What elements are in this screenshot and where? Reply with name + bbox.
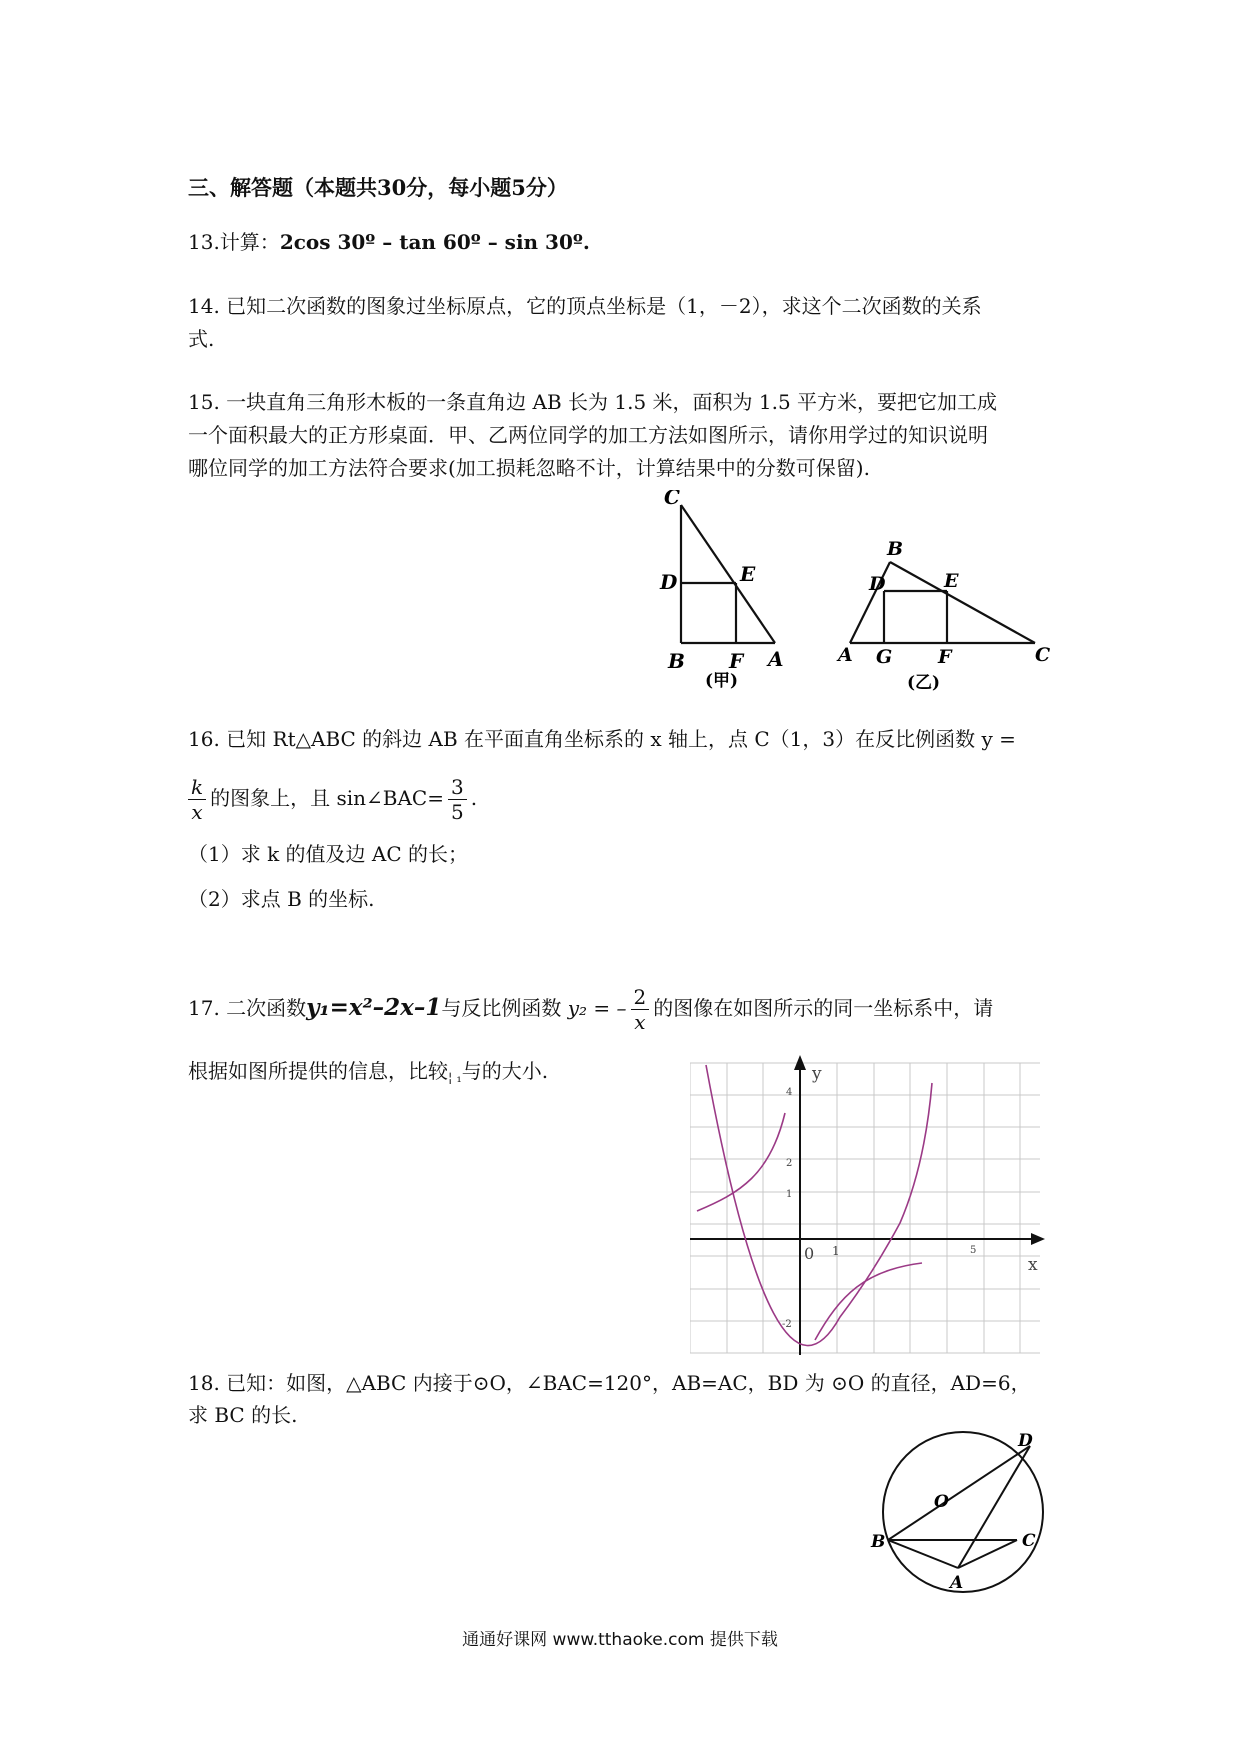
graph-y-label: y [812,1064,822,1084]
jia-label-f: F [729,649,744,673]
jia-label-c: C [664,490,680,509]
q13-prefix: 13.计算： [188,230,280,254]
q16-line-2-text: 的图象上，且 sin∠BAC= [210,786,444,810]
graph-tick-y-2: 2 [786,1158,793,1169]
hyperbola-y2-left-branch [697,1113,785,1211]
q18-label-b: B [871,1532,886,1552]
question-17-line-1 [188,980,993,1036]
fraction-k-over-x [188,775,206,824]
hyperbola-y2-right-branch [815,1263,922,1340]
jia-label-b: B [668,649,685,673]
fraction-2-over-x [631,985,650,1034]
yi-label-c: C [1035,644,1051,666]
x-axis-arrow [1031,1233,1045,1245]
question-16-line-2 [188,770,477,826]
jia-caption: (甲) [705,671,739,690]
graph-tick-y-4: 4 [786,1087,793,1098]
question-16-part-1: （1）求 k 的值及边 AC 的长； [188,842,469,866]
circle-o [883,1432,1043,1592]
question-14-line-2: 式. [188,327,215,351]
fraction-numerator: 3 [448,775,467,800]
question-15-line-1: 15. 一块直角三角形木板的一条直角边 AB 长为 1.5 米，面积为 1.5 平方米，要把它加工成 [188,390,998,414]
q18-circle-figure [870,1430,1050,1600]
fraction-denominator: 5 [450,800,464,824]
q16-line-2-end: . [470,786,478,810]
question-15-line-3: 哪位同学的加工方法符合要求(加工损耗忽略不计，计算结果中的分数可保留). [188,456,870,480]
q18-label-c: C [1022,1531,1036,1551]
yi-label-d: D [869,573,886,595]
fraction-denominator: x [634,1010,646,1034]
graph-x-label: x [1028,1255,1038,1275]
yi-label-g: G [876,646,893,668]
fraction-numerator: 2 [631,985,650,1010]
fraction-denominator: x [191,800,203,824]
question-15-line-2: 一个面积最大的正方形桌面．甲、乙两位同学的加工方法如图所示，请你用学过的知识说明 [188,423,988,447]
section-heading: 三、解答题（本题共30分，每小题5分） [188,175,568,200]
q17-suffix: 的图像在如图所示的同一坐标系中，请 [653,996,994,1020]
jia-label-a: A [768,647,784,671]
graph-tick-x-5: 5 [970,1245,977,1256]
q17-function-graph [690,1055,1050,1365]
question-16-line-1: 16. 已知 Rt△ABC 的斜边 AB 在平面直角坐标系的 x 轴上，点 C（1，3）在反比例函数 y = [188,727,1016,751]
yi-label-e: E [944,570,959,592]
figure-jia [650,490,800,690]
jia-label-e: E [740,562,756,586]
question-18-line-2: 求 BC 的长. [188,1403,298,1427]
yi-label-b: B [887,538,904,560]
q18-label-o: O [934,1492,949,1512]
graph-tick-y-neg2: -2 [782,1319,792,1330]
page-footer: 通通好课网 www.tthaoke.com 提供下载 [462,1630,778,1650]
question-17-line-2 [188,1055,548,1095]
graph-tick-y-1: 1 [786,1189,793,1200]
graph-tick-x-1: 1 [832,1244,840,1258]
question-13 [188,226,590,258]
question-18-line-1: 18. 已知：如图，△ABC 内接于⊙O，∠BAC=120°，AB=AC，BD 为 ⊙O 的直径，AD=6， [188,1371,1031,1395]
q17-line-2-b: 与的大小. [461,1059,549,1083]
question-14-line-1: 14. 已知二次函数的图象过坐标原点，它的顶点坐标是（1，－2），求这个二次函数的关系 [188,294,982,318]
graph-grid [690,1063,1040,1353]
q18-label-d: D [1018,1431,1033,1451]
parabola-y1 [706,1065,932,1346]
yi-caption: (乙) [907,673,941,693]
yi-label-a: A [838,644,853,666]
q17-line-2-a: 根据如图所提供的信息，比较 [188,1059,448,1083]
q17-omitted-glyph: ¦ ₁ [448,1071,462,1086]
q17-prefix: 17. 二次函数 [188,996,307,1020]
q18-label-a: A [950,1573,964,1593]
jia-label-d: D [660,570,678,594]
yi-label-f: F [938,646,952,668]
fraction-numerator: k [188,775,206,800]
question-16-part-2: （2）求点 B 的坐标. [188,887,375,911]
q17-mid: 与反比例函数 [441,996,562,1020]
q17-y2-lhs: y₂ = – [567,996,627,1020]
fraction-3-over-5 [448,775,467,824]
graph-origin-label: 0 [804,1244,815,1263]
q13-expression: 2cos 30º – tan 60º – sin 30º. [279,230,590,254]
figure-yi [830,535,1070,695]
q17-y1-expression: y₁=x²–2x–1 [306,994,442,1021]
